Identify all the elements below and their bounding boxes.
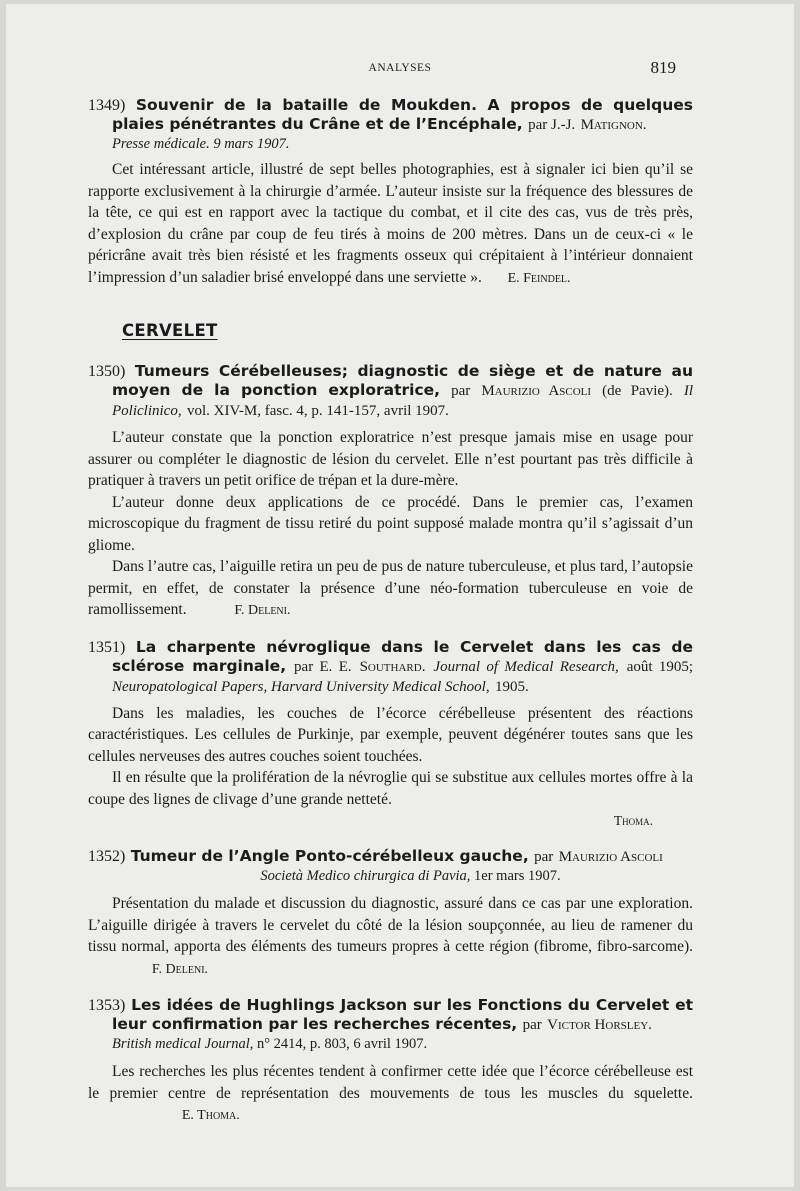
source-journal-2: Neuropatological Papers, Harvard University Medical School, bbox=[112, 678, 490, 695]
article-paragraph: Il en résulte que la prolifération de la névroglie qui se substitue aux cellules mortes offre à la coupe des lignes de clivage d’une grande netteté. bbox=[88, 769, 693, 808]
article-1353 bbox=[88, 996, 693, 1127]
article-number: 1352) bbox=[88, 848, 126, 865]
paragraph-text: Les recherches les plus récentes tendent à confirmer cette idée que l’écorce cérébelleuse est le premier centre de représentation des mouvements de tous les muscles du squelette. bbox=[88, 1063, 693, 1102]
signature: Thoma. bbox=[613, 813, 653, 828]
signature: F. Deleni. bbox=[151, 961, 209, 977]
author-name: Maurizio Ascoli bbox=[481, 383, 592, 399]
page-number: 819 bbox=[650, 58, 676, 77]
running-title: ANALYSES bbox=[368, 62, 432, 74]
article-number: 1353) bbox=[88, 997, 126, 1014]
article-title bbox=[88, 996, 693, 1035]
article-1349 bbox=[88, 96, 693, 289]
author-name: Matignon. bbox=[580, 117, 647, 133]
byline-prefix: par J.-J. bbox=[528, 117, 576, 133]
article-number: 1349) bbox=[88, 97, 126, 114]
article-heading: Souvenir de la bataille de Moukden. A propos de quelques plaies pénétrantes du Crâne et de l’Encéphale, bbox=[112, 96, 693, 133]
article-paragraph bbox=[88, 159, 693, 289]
article-paragraph bbox=[88, 556, 693, 622]
source-journal: Società Medico chirurgica di Pavia, bbox=[260, 868, 471, 884]
byline-prefix: par bbox=[534, 849, 554, 865]
paragraph-text: Dans l’autre cas, l’aiguille retira un peu de pus de nature tuberculeuse, et plus tard, l’autopsie permit, en effet, de constater la présence d’une néo-formation tuberculeuse en voie de ramollissement. bbox=[88, 558, 693, 618]
author-name: Maurizio Ascoli bbox=[558, 849, 663, 865]
article-number: 1351) bbox=[88, 638, 126, 656]
author-name: Victor Horsley. bbox=[547, 1017, 652, 1033]
section-heading: CERVELET bbox=[122, 321, 218, 340]
article-heading: Tumeur de l’Angle Ponto-cérébelleux gauche, bbox=[130, 847, 529, 865]
article-number: 1350) bbox=[88, 363, 126, 380]
author-name: Southard. bbox=[359, 658, 426, 675]
article-1350 bbox=[88, 362, 693, 622]
article-paragraph bbox=[88, 893, 693, 980]
byline-prefix: par bbox=[451, 383, 471, 399]
source-year: 1905. bbox=[494, 678, 529, 695]
article-paragraph: L’auteur donne deux applications de ce procédé. Dans le premier cas, l’examen microscopique du fragment de tissu retiré du point supposé malade montra qu’il s’agissait d’un gliome. bbox=[88, 493, 693, 554]
signature: E. Feindel. bbox=[507, 270, 571, 286]
article-1351 bbox=[88, 638, 693, 832]
signature: F. Deleni. bbox=[234, 603, 291, 618]
article-1352 bbox=[88, 847, 693, 980]
source-details: n° 2414, p. 803, 6 avril 1907. bbox=[257, 1036, 428, 1052]
byline-prefix: par E. E. bbox=[294, 658, 352, 675]
paragraph-text: Présentation du malade et discussion du diagnostic, assuré dans ce cas par une exploration. L’aiguille dirigée à travers le cervelet du côté de la lésion soupçonnée, au lieu de ramener du tissu normal, apporta des éléments des tumeurs propres à cette région (fibrome, fibro-sarcome). bbox=[88, 895, 693, 955]
source-date: août 1905; bbox=[626, 658, 694, 675]
journal-page bbox=[6, 4, 794, 1187]
signature: E. Thoma. bbox=[181, 1108, 240, 1123]
source-details: vol. XIV-M, fasc. 4, p. 141-157, avril 1907. bbox=[186, 403, 449, 419]
article-source bbox=[88, 867, 693, 885]
text-column bbox=[88, 96, 693, 1127]
author-affiliation: (de Pavie). bbox=[602, 383, 673, 399]
paragraph-text: Cet intéressant article, illustré de sept belles photographies, est à signaler ici bien qu’il se rapporte exclusivement à la chirurgie d’armée. L’auteur insiste sur la fréquence des blessures de la tête, ce qui est en rapport avec la tactique du combat, et il cite des cas, vus de très près, d’explosion du crâne par coup de feu tirés à moins de 200 mètres. Dans un de ceux-ci « le péricrâne avait très bien résisté et les fragments osseux qui crépitaient à l’intérieur donnaient l’impression d’un saladier brisé enveloppé dans une serviette ». bbox=[88, 161, 693, 286]
source-journal: Journal of Medical Research, bbox=[433, 658, 619, 675]
article-heading: Les idées de Hughlings Jackson sur les Fonctions du Cervelet et leur confirmation par les recherches récentes, bbox=[112, 996, 693, 1033]
article-heading: Tumeurs Cérébelleuses; diagnostic de siège et de nature au moyen de la ponction exploratrice, bbox=[112, 362, 693, 399]
source-journal: British medical Journal, bbox=[112, 1036, 254, 1052]
byline-prefix: par bbox=[522, 1017, 542, 1033]
source-journal: Il Policlinico, bbox=[112, 383, 694, 419]
article-title bbox=[88, 847, 693, 867]
article-paragraph: L’auteur constate que la ponction exploratrice n’est presque jamais mise en usage pour assurer ou compléter le diagnostic de lésion du cervelet. Elle n’est pourtant pas très difficile à pratiquer à travers un petit orifice de trépan et la dure-mère. bbox=[88, 429, 693, 489]
article-title bbox=[88, 362, 693, 421]
article-heading: La charpente névroglique dans le Cervelet dans les cas de sclérose marginale, bbox=[112, 637, 693, 675]
article-paragraph bbox=[88, 1061, 693, 1127]
source-details: 1er mars 1907. bbox=[474, 868, 561, 884]
article-paragraph: Dans les maladies, les couches de l’écorce cérébelleuse présentent des réactions caractéristiques. Les cellules de Purkinje, par exemple, peuvent dégénérer toutes sans que les cellules nerveuses des autres couches soient touchées. bbox=[88, 704, 693, 765]
article-source: Presse médicale. 9 mars 1907. bbox=[112, 136, 290, 152]
article-title bbox=[88, 96, 693, 135]
article-title bbox=[88, 638, 693, 697]
article-source bbox=[112, 1035, 693, 1053]
